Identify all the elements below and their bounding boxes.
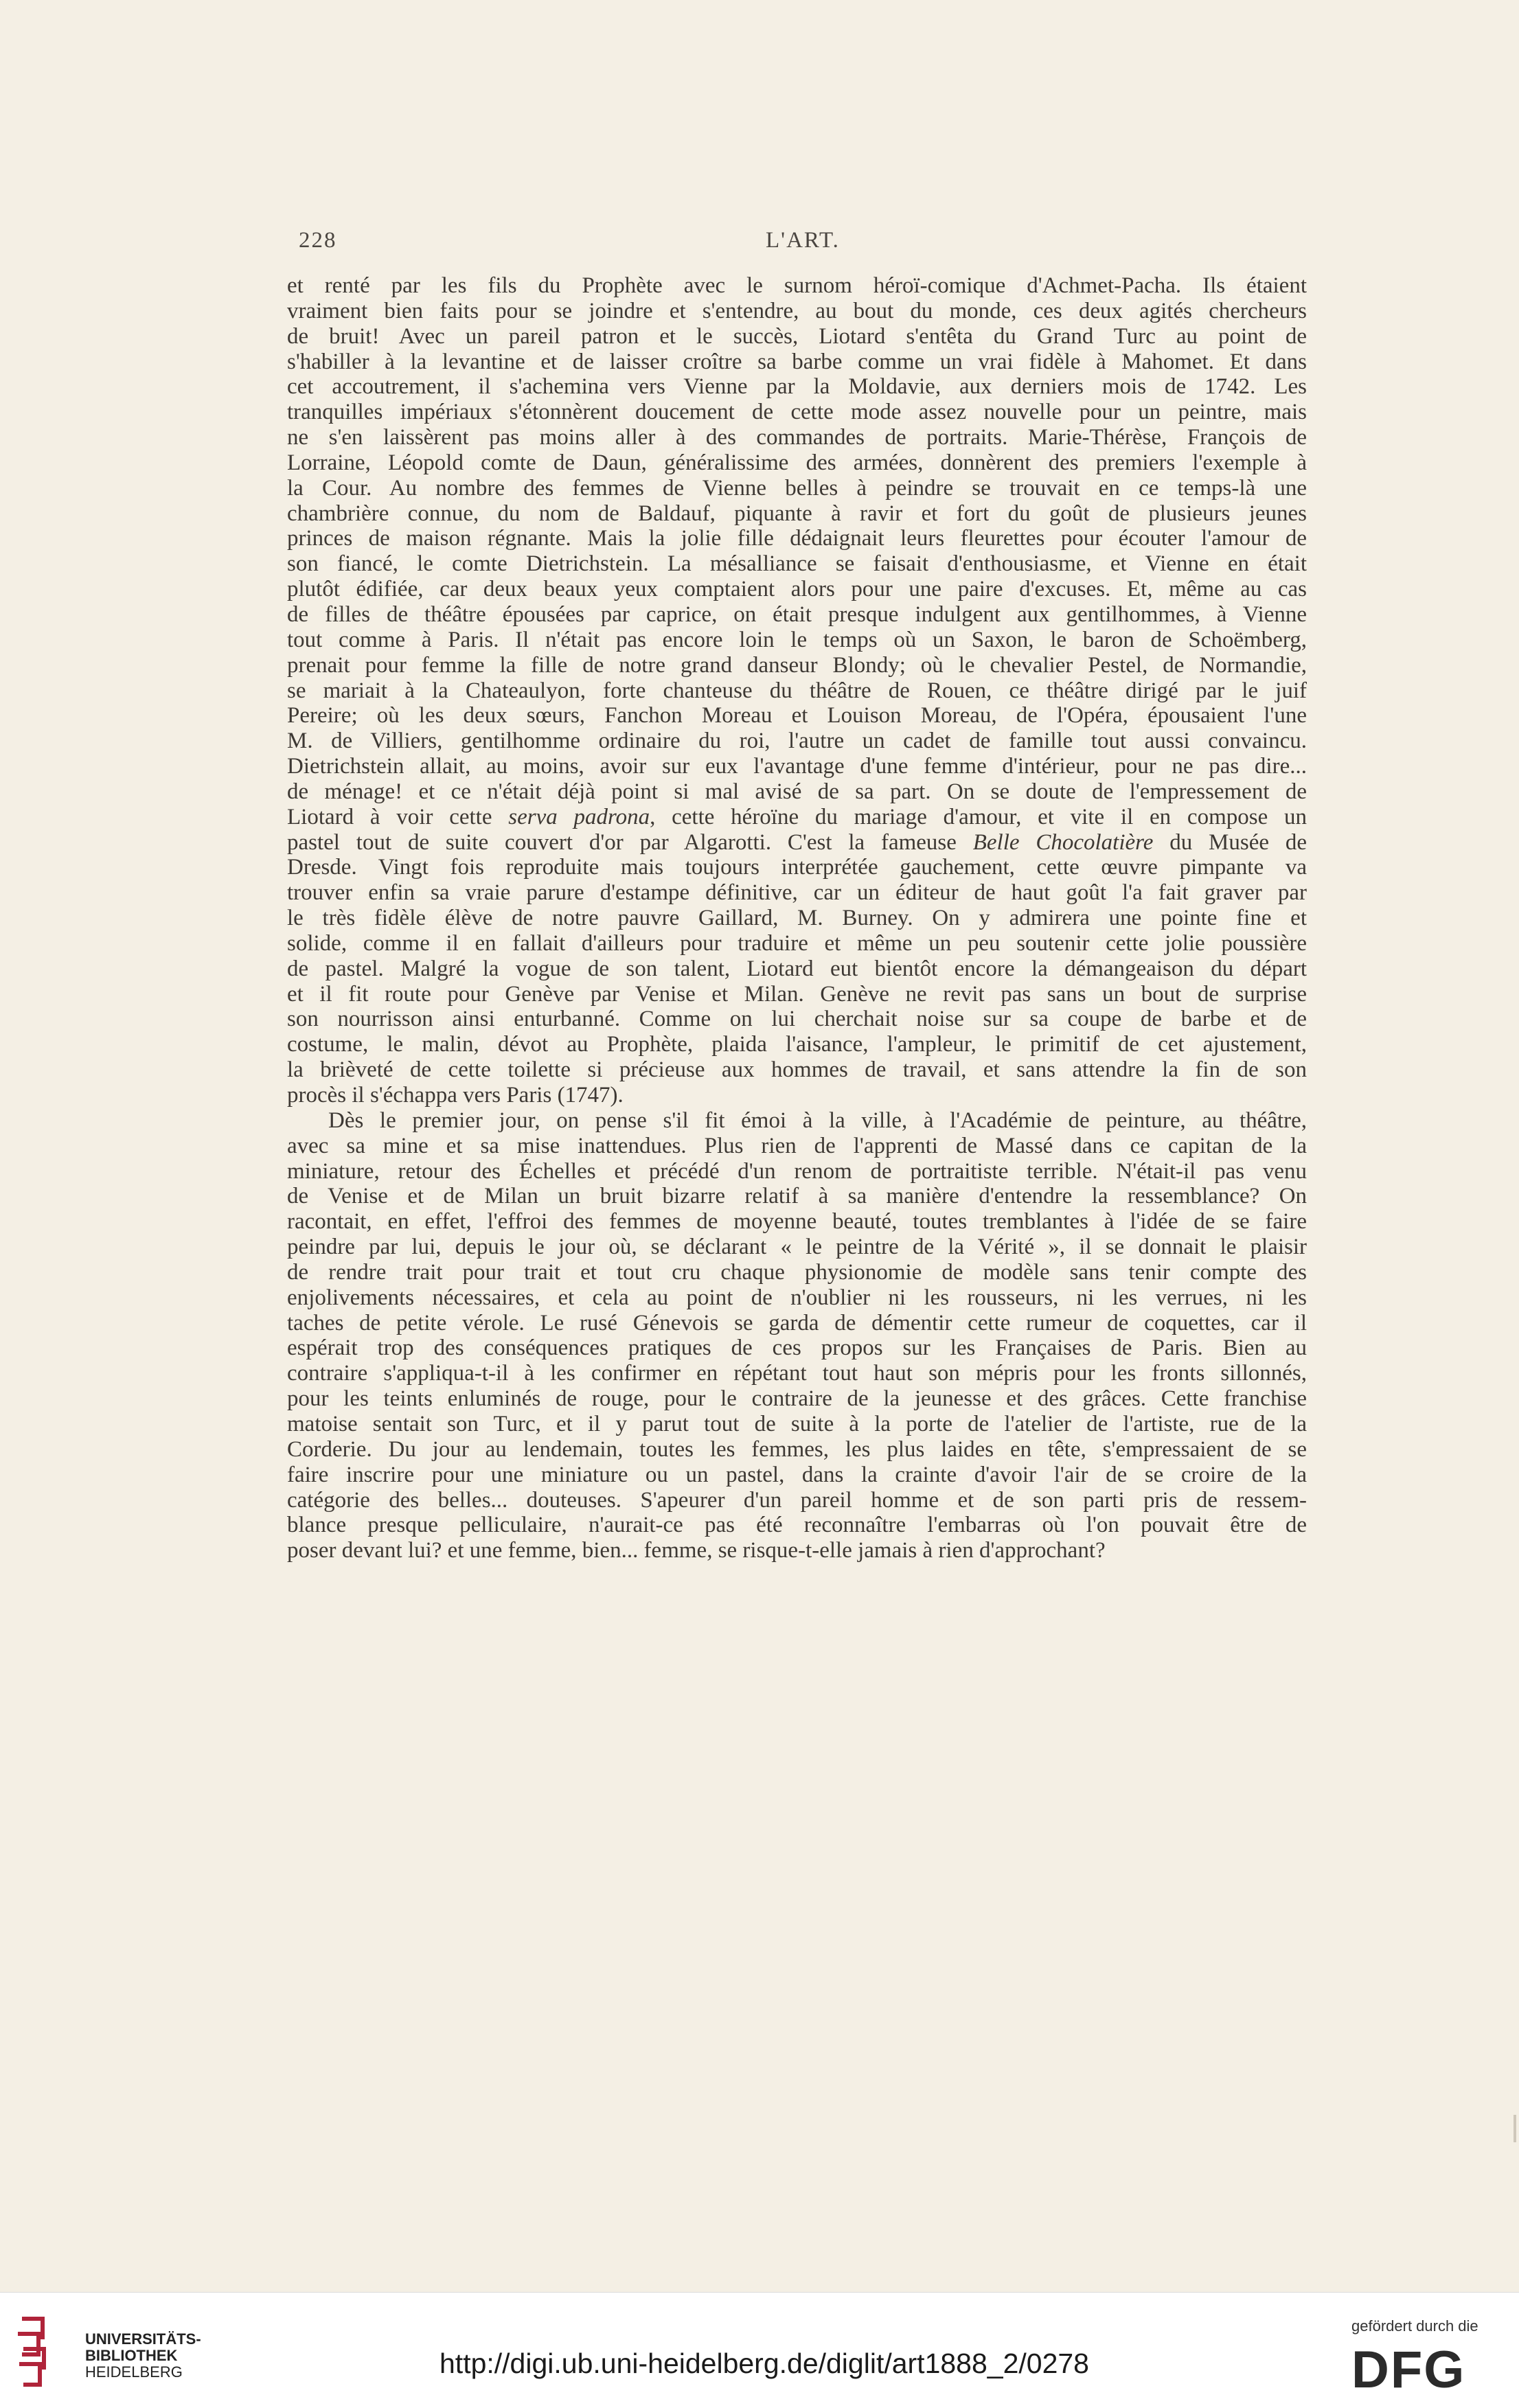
text-line: princes de maison régnante. Mais la jolie fille dédaignait leurs fleurettes pour écouter l'amour de [287,526,1307,551]
text-line: et renté par les fils du Prophète avec le surnom héroï-comique d'Achmet-Pacha. Ils étaient [287,273,1307,298]
text-line: poser devant lui? et une femme, bien... femme, se risque-t-elle jamais à rien d'approchant? [287,1538,1106,1563]
text-line: Dietrichstein allait, au moins, avoir sur eux l'avantage d'une femme d'intérieur, pour ne pas dire... [287,754,1307,779]
text-line: miniature, retour des Échelles et précédé d'un renom de portraitiste terrible. N'était-il pas venu [287,1158,1307,1184]
paragraph-2 [287,1108,1307,1563]
text-line: procès il s'échappa vers Paris (1747). [287,1083,624,1108]
text-line: cet accoutrement, il s'achemina vers Vienne par la Moldavie, aux derniers mois de 1742. Les [287,374,1307,400]
text-line: espérait trop des conséquences pratiques de ces propos sur les Françaises de Paris. Bien au [287,1335,1307,1361]
text-line: plutôt édifiée, car deux beaux yeux comptaient alors pour une paire d'excuses. Et, même au cas [287,577,1307,602]
text-line: M. de Villiers, gentilhomme ordinaire du roi, l'autre un cadet de famille tout aussi convaincu. [287,729,1307,754]
text-line: de pastel. Malgré la vogue de son talent, Liotard eut bientôt encore la démangeaison du départ [287,956,1307,981]
text-line: Lorraine, Léopold comte de Daun, généralissime des armées, donnèrent des premiers l'exemple à [287,450,1307,475]
text-line: chambrière connue, du nom de Baldauf, piquante à ravir et fort du goût de plusieurs jeunes [287,501,1307,526]
text-line: pastel tout de suite couvert d'or par Algarotti. C'est la fameuse Belle Chocolatière du Musée de [287,829,1307,855]
text-line: tout comme à Paris. Il n'était pas encore loin le temps où un Saxon, le baron de Schoëmberg, [287,627,1307,652]
funded-by-label: gefördert durch die [1351,2317,1478,2335]
text-line: de ménage! et ce n'était déjà point si mal avisé de sa part. On se doute de l'empressement de [287,779,1307,804]
text-line: et il fit route pour Genève par Venise et Milan. Genève ne revit pas sans un bout de surprise [287,981,1307,1007]
text-line: Pereire; où les deux sœurs, Fanchon Moreau et Louison Moreau, de l'Opéra, épousaient l'une [287,703,1307,729]
text-line: trouver enfin sa vraie parure d'estampe définitive, car un éditeur de haut goût l'a fait graver par [287,880,1307,906]
running-head [299,228,1308,262]
text-line: Dresde. Vingt fois reproduite mais toujours interprétée gauchement, cette œuvre pimpante va [287,855,1307,880]
text-line: de rendre trait pour trait et tout cru chaque physionomie de modèle sans tenir compte des [287,1259,1307,1285]
text-line: solide, comme il en fallait d'ailleurs pour traduire et même un peu soutenir cette jolie poussière [287,930,1307,956]
text-line: de filles de théâtre épousées par caprice, on était presque indulgent aux gentilhommes, à Vienne [287,601,1307,627]
text-line: ne s'en laissèrent pas moins aller à des commandes de portraits. Marie-Thérèse, François de [287,425,1307,450]
text-line: blance presque pelliculaire, n'aurait-ce pas été reconnaître l'embarras où l'on pouvait être de [287,1513,1307,1538]
article-body [287,273,1307,1563]
text-line: enjolivements nécessaires, et cela au point de n'oublier ni les rousseurs, ni les verrues, ni les [287,1285,1307,1310]
text-line: s'habiller à la levantine et de laisser croître sa barbe comme un vrai fidèle à Mahomet. Et dans [287,349,1307,374]
page-number: 228 [299,228,337,253]
university-library-logo-icon [15,2313,60,2389]
source-url-link[interactable]: http://digi.ub.uni-heidelberg.de/diglit/art1888_2/0278 [439,2348,1089,2379]
text-line: catégorie des belles... douteuses. S'apeurer d'un pareil homme et de son parti pris de ressem- [287,1487,1307,1513]
text-line: avec sa mine et sa mise inattendues. Plus rien de l'apprenti de Massé dans ce capitan de la [287,1133,1307,1158]
text-line: faire inscrire pour une miniature ou un pastel, dans la crainte d'avoir l'air de se croire de la [287,1462,1307,1487]
text-line: tranquilles impériaux s'étonnèrent doucement de cette mode assez nouvelle pour un peintre, mais [287,400,1307,425]
text-line: la brièveté de cette toilette si précieuse aux hommes de travail, et sans attendre la fin de son [287,1057,1307,1083]
library-name [85,2331,201,2381]
text-line: racontait, en effet, l'effroi des femmes de moyenne beauté, toutes tremblantes à l'idée de se faire [287,1209,1307,1235]
journal-title: L'ART. [766,228,840,253]
paragraph-1 [287,273,1307,1108]
library-name-line3: HEIDELBERG [85,2363,183,2381]
text-line: costume, le malin, dévot au Prophète, plaida l'aisance, l'ampleur, le primitif de cet ajustement, [287,1032,1307,1057]
text-line: son nourrisson ainsi enturbanné. Comme on lui cherchait noise sur sa coupe de barbe et de [287,1007,1307,1032]
text-line: son fiancé, le comte Dietrichstein. La mésalliance se faisait d'enthousiasme, et Vienne en était [287,551,1307,577]
library-name-line2: BIBLIOTHEK [85,2347,178,2364]
text-line: le très fidèle élève de notre pauvre Gaillard, M. Burney. On y admirera une pointe fine et [287,906,1307,931]
text-line: prenait pour femme la fille de notre grand danseur Blondy; où le chevalier Pestel, de Normandie, [287,652,1307,678]
text-line: pour les teints enluminés de rouge, pour le contraire de la jeunesse et des grâces. Cette franchise [287,1386,1307,1412]
library-name-line1: UNIVERSITÄTS- [85,2330,201,2348]
text-line: taches de petite vérole. Le rusé Génevois se garda de démentir cette rumeur de coquettes, car il [287,1310,1307,1335]
dfg-logo-icon [1351,2345,1496,2393]
text-line: contraire s'appliqua-t-il à les confirmer en répétant tout haut son mépris pour les fronts sillonnés, [287,1361,1307,1386]
text-line: de bruit! Avec un pareil patron et le succès, Liotard s'entêta du Grand Turc au point de [287,323,1307,349]
footer-bar [0,2292,1519,2408]
dfg-logo-text: DFG [1351,2345,1466,2393]
text-line: de Venise et de Milan un bruit bizarre relatif à sa manière d'entendre la ressemblance? On [287,1184,1307,1209]
text-line: matoise sentait son Turc, et il y parut tout de suite à la porte de l'atelier de l'artiste, rue de la [287,1411,1307,1436]
text-line: Liotard à voir cette serva padrona, cette héroïne du mariage d'amour, et vite il en compose un [287,804,1307,829]
text-line: se mariait à la Chateaulyon, forte chanteuse du théâtre de Rouen, ce théâtre dirigé par le juif [287,678,1307,703]
text-line: vraiment bien faits pour se joindre et s'entendre, au bout du monde, ces deux agités chercheurs [287,298,1307,323]
text-line: la Cour. Au nombre des femmes de Vienne belles à peindre se trouvait en ce temps-là une [287,475,1307,501]
text-line: Corderie. Du jour au lendemain, toutes les femmes, les plus laides en tête, s'empressaient de se [287,1436,1307,1462]
page-edge-mark [1514,2115,1516,2142]
text-line: Dès le premier jour, on pense s'il fit émoi à la ville, à l'Académie de peinture, au théâtre, [328,1108,1307,1133]
text-line: peindre par lui, depuis le jour où, se déclarant « le peintre de la Vérité », il se donnait le plaisir [287,1235,1307,1260]
